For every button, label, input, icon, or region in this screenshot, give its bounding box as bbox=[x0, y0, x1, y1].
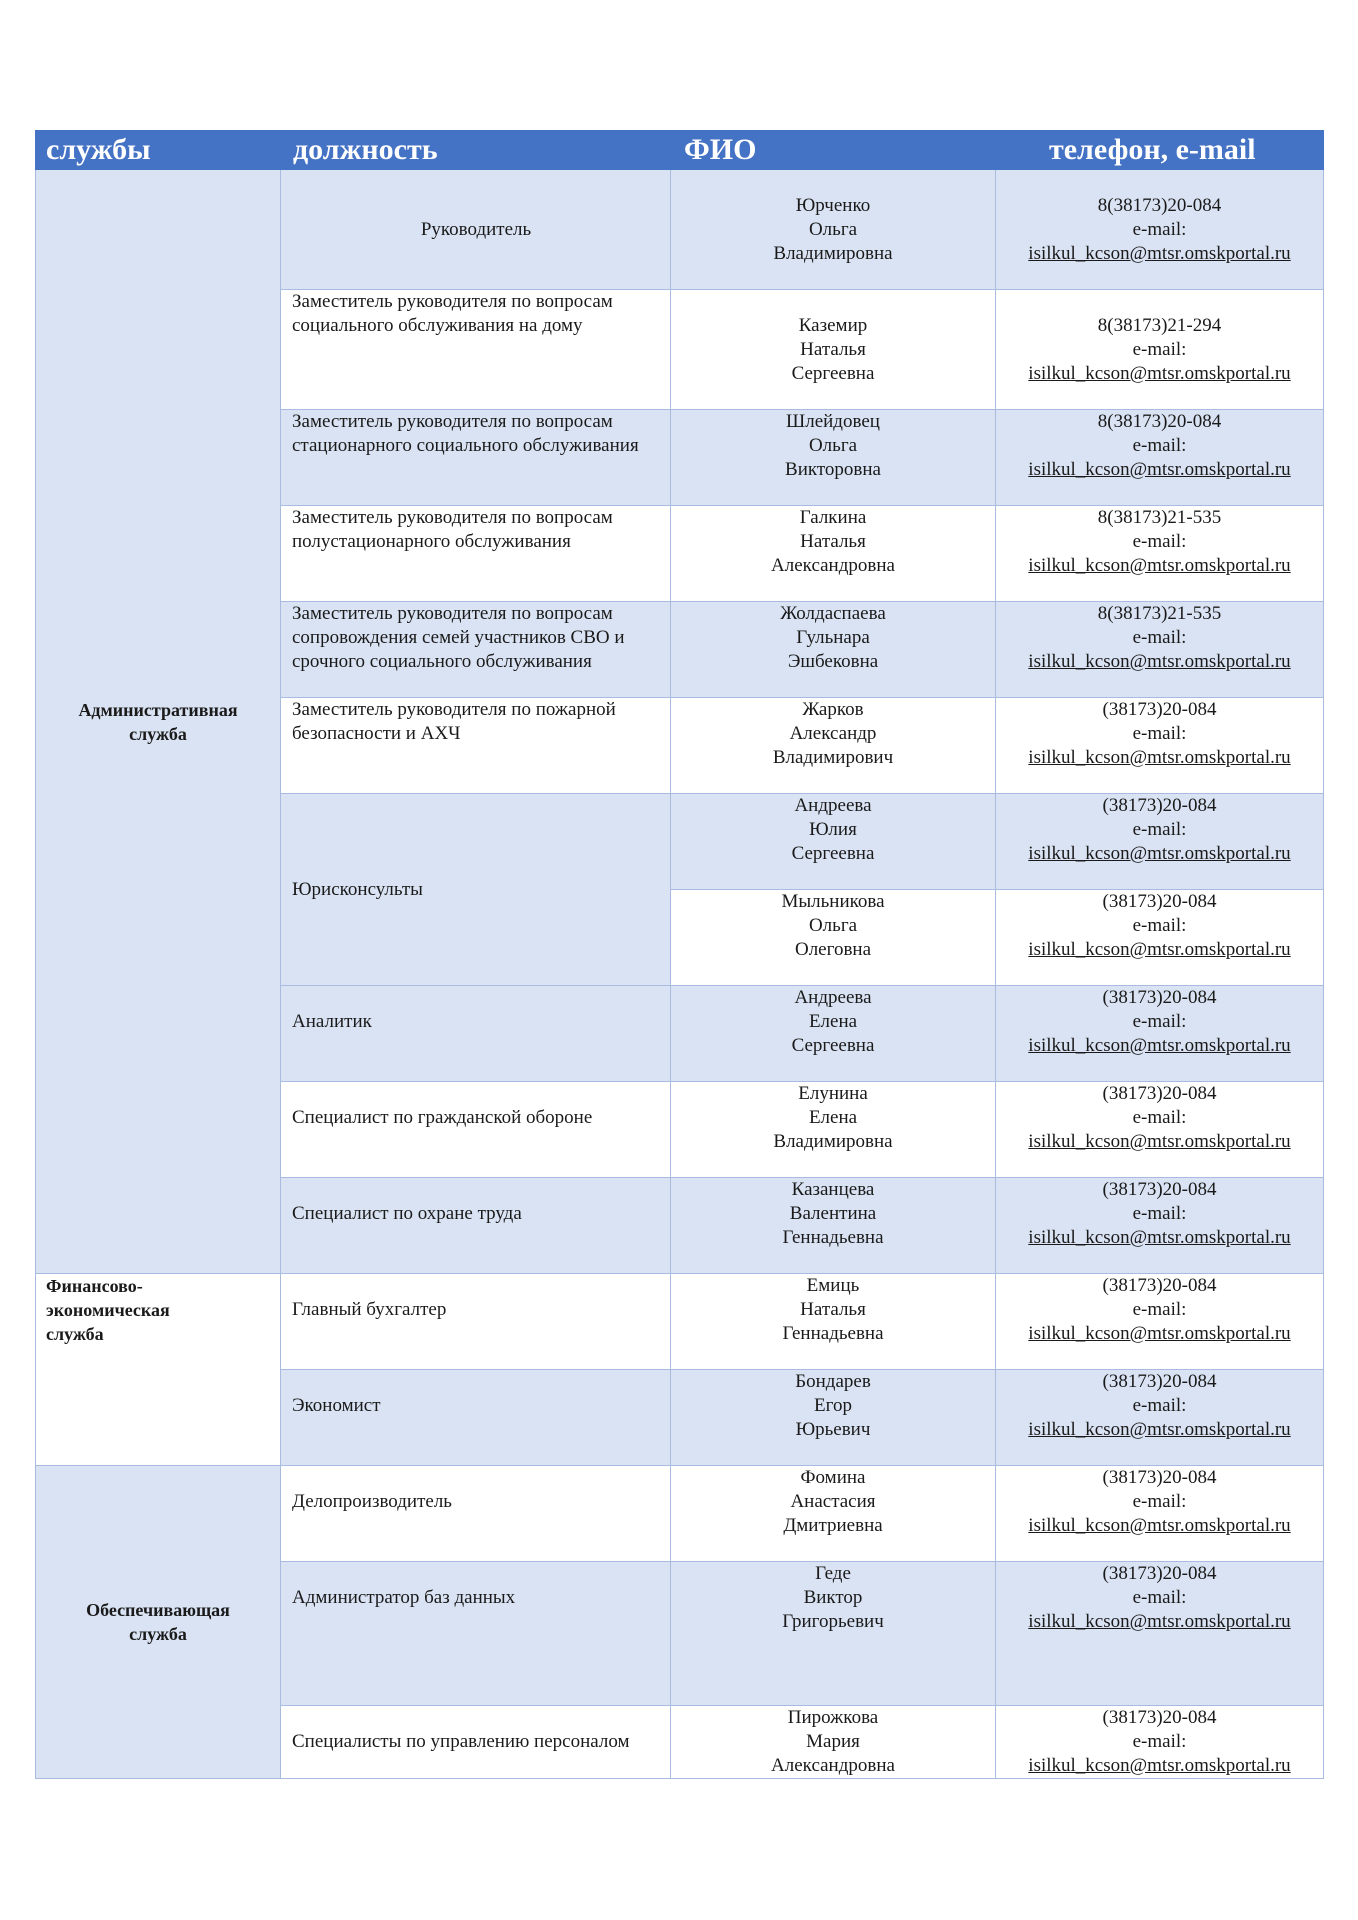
email-link[interactable]: isilkul_kcson@mtsr.omskportal.ru bbox=[1028, 363, 1291, 384]
surname: Жарков bbox=[802, 699, 864, 720]
phone: 8(38173)21-535 bbox=[1097, 603, 1222, 624]
patronymic: Геннадьевна bbox=[782, 1227, 884, 1248]
surname: Мыльникова bbox=[781, 891, 885, 912]
position-cell: Заместитель руководителя по пожарной безопасности и АХЧ bbox=[281, 698, 671, 794]
surname: Геде bbox=[815, 1563, 851, 1584]
header-contacts bbox=[996, 131, 1324, 170]
service-support-label: Обеспечивающая служба bbox=[86, 1600, 230, 1644]
email-link[interactable]: isilkul_kcson@mtsr.omskportal.ru bbox=[1028, 747, 1291, 768]
email-label: e-mail: bbox=[1132, 1587, 1187, 1608]
email-label: e-mail: bbox=[1132, 627, 1187, 648]
first-name: Виктор bbox=[803, 1587, 863, 1608]
email-link[interactable]: isilkul_kcson@mtsr.omskportal.ru bbox=[1028, 939, 1291, 960]
position-cell: Заместитель руководителя по вопросам социального обслуживания на дому bbox=[281, 290, 671, 410]
email-label: e-mail: bbox=[1132, 1107, 1187, 1128]
position-cell: Экономист bbox=[281, 1370, 671, 1466]
surname: Пирожкова bbox=[787, 1707, 879, 1728]
fio-cell bbox=[671, 698, 996, 794]
service-admin-label: Административная служба bbox=[78, 699, 238, 744]
patronymic: Дмитриевна bbox=[783, 1515, 883, 1536]
position-cell: Делопроизводитель bbox=[281, 1466, 671, 1562]
position-cell: Руководитель bbox=[281, 170, 671, 290]
surname: Юрченко bbox=[795, 195, 871, 216]
contact-cell bbox=[996, 1274, 1324, 1370]
phone: (38173)20-084 bbox=[1102, 1467, 1217, 1488]
email-label: e-mail: bbox=[1132, 1491, 1187, 1512]
contact-cell bbox=[996, 1466, 1324, 1562]
phone: (38173)20-084 bbox=[1102, 795, 1217, 816]
phone: 8(38173)20-084 bbox=[1097, 195, 1222, 216]
fio-cell bbox=[671, 1706, 996, 1779]
contact-cell bbox=[996, 890, 1324, 986]
surname: Емиць bbox=[806, 1275, 860, 1296]
contact-cell bbox=[996, 1370, 1324, 1466]
first-name: Наталья bbox=[800, 531, 866, 552]
table-row bbox=[36, 1466, 1324, 1562]
fio-cell bbox=[671, 1178, 996, 1274]
surname: Елунина bbox=[798, 1083, 868, 1104]
surname: Бондарев bbox=[795, 1371, 871, 1392]
position-cell: Заместитель руководителя по вопросам полустационарного обслуживания bbox=[281, 506, 671, 602]
fio-cell bbox=[671, 602, 996, 698]
first-name: Валентина bbox=[789, 1203, 877, 1224]
contact-cell bbox=[996, 1706, 1324, 1779]
fio-cell bbox=[671, 1274, 996, 1370]
contact-cell bbox=[996, 506, 1324, 602]
contact-cell bbox=[996, 170, 1324, 290]
service-support bbox=[36, 1466, 281, 1779]
contact-cell bbox=[996, 794, 1324, 890]
contact-cell bbox=[996, 410, 1324, 506]
position-cell: Заместитель руководителя по вопросам стационарного социального обслуживания bbox=[281, 410, 671, 506]
surname: Каземир bbox=[798, 315, 868, 336]
email-label: e-mail: bbox=[1132, 1299, 1187, 1320]
contact-cell bbox=[996, 602, 1324, 698]
patronymic: Олеговна bbox=[794, 939, 872, 960]
phone: 8(38173)21-294 bbox=[1097, 315, 1222, 336]
table-header-row bbox=[36, 131, 1324, 170]
patronymic: Юрьевич bbox=[795, 1419, 871, 1440]
first-name: Мария bbox=[806, 1731, 860, 1752]
patronymic: Викторовна bbox=[785, 459, 881, 480]
patronymic: Эшбековна bbox=[787, 651, 879, 672]
surname: Шлейдовец bbox=[786, 411, 880, 432]
patronymic: Сергеевна bbox=[791, 363, 875, 384]
first-name: Анастасия bbox=[790, 1491, 876, 1512]
header-position: должность bbox=[281, 131, 671, 170]
email-label: e-mail: bbox=[1132, 1203, 1187, 1224]
phone: (38173)20-084 bbox=[1102, 1563, 1217, 1584]
position-cell: Специалисты по управлению персоналом bbox=[281, 1706, 671, 1779]
first-name: Ольга bbox=[808, 219, 858, 240]
patronymic: Геннадьевна bbox=[782, 1323, 884, 1344]
fio-cell bbox=[671, 170, 996, 290]
email-link[interactable]: isilkul_kcson@mtsr.omskportal.ru bbox=[1028, 1755, 1291, 1776]
patronymic: Александровна bbox=[771, 1755, 895, 1776]
email-link[interactable]: isilkul_kcson@mtsr.omskportal.ru bbox=[1028, 1419, 1291, 1440]
first-name: Елена bbox=[808, 1011, 858, 1032]
email-label: e-mail: bbox=[1132, 339, 1187, 360]
patronymic: Владимировна bbox=[773, 243, 893, 264]
email-link[interactable]: isilkul_kcson@mtsr.omskportal.ru bbox=[1028, 459, 1291, 480]
fio-cell bbox=[671, 1370, 996, 1466]
contact-cell bbox=[996, 986, 1324, 1082]
surname: Фомина bbox=[800, 1467, 866, 1488]
position-cell: Главный бухгалтер bbox=[281, 1274, 671, 1370]
position-cell: Аналитик bbox=[281, 986, 671, 1082]
service-finance bbox=[36, 1274, 281, 1466]
first-name: Александр bbox=[789, 723, 877, 744]
email-link[interactable]: isilkul_kcson@mtsr.omskportal.ru bbox=[1028, 651, 1291, 672]
email-label: e-mail: bbox=[1132, 819, 1187, 840]
email-link[interactable]: isilkul_kcson@mtsr.omskportal.ru bbox=[1028, 555, 1291, 576]
surname: Галкина bbox=[799, 507, 867, 528]
phone: 8(38173)20-084 bbox=[1097, 411, 1222, 432]
first-name: Наталья bbox=[800, 1299, 866, 1320]
phone: (38173)20-084 bbox=[1102, 1707, 1217, 1728]
email-link[interactable]: isilkul_kcson@mtsr.omskportal.ru bbox=[1028, 1323, 1291, 1344]
email-label: e-mail: bbox=[1132, 435, 1187, 456]
email-link[interactable]: isilkul_kcson@mtsr.omskportal.ru bbox=[1028, 1515, 1291, 1536]
first-name: Ольга bbox=[808, 435, 858, 456]
email-label: e-mail: bbox=[1132, 531, 1187, 552]
fio-cell bbox=[671, 1082, 996, 1178]
contact-cell bbox=[996, 1178, 1324, 1274]
phone: (38173)20-084 bbox=[1102, 1275, 1217, 1296]
patronymic: Александровна bbox=[771, 555, 895, 576]
patronymic: Сергеевна bbox=[791, 1035, 875, 1056]
fio-cell bbox=[671, 410, 996, 506]
header-fio bbox=[671, 131, 996, 170]
table-row bbox=[36, 1274, 1324, 1370]
email-link[interactable]: isilkul_kcson@mtsr.omskportal.ru bbox=[1028, 1131, 1291, 1152]
position-cell: Администратор баз данных bbox=[281, 1562, 671, 1706]
contact-cell bbox=[996, 1082, 1324, 1178]
header-fio-label: ФИО bbox=[684, 133, 757, 166]
surname: Жолдаспаева bbox=[780, 603, 886, 624]
fio-cell bbox=[671, 986, 996, 1082]
fio-cell bbox=[671, 794, 996, 890]
first-name: Егор bbox=[814, 1395, 852, 1416]
first-name: Гульнара bbox=[796, 627, 870, 648]
phone: (38173)20-084 bbox=[1102, 1179, 1217, 1200]
position-cell: Заместитель руководителя по вопросам сопровождения семей участников СВО и срочного социального обслуживания bbox=[281, 602, 671, 698]
contact-cell bbox=[996, 698, 1324, 794]
email-label: e-mail: bbox=[1132, 723, 1187, 744]
email-link[interactable]: isilkul_kcson@mtsr.omskportal.ru bbox=[1028, 1035, 1291, 1056]
phone: (38173)20-084 bbox=[1102, 1371, 1217, 1392]
email-label: e-mail: bbox=[1132, 219, 1187, 240]
service-finance-label: Финансово-экономическая служба bbox=[46, 1276, 170, 1344]
header-services: службы bbox=[36, 131, 281, 170]
patronymic: Владимировна bbox=[773, 1131, 893, 1152]
staff-table bbox=[35, 130, 1324, 1779]
patronymic: Сергеевна bbox=[791, 843, 875, 864]
surname: Казанцева bbox=[791, 1179, 875, 1200]
table-row bbox=[36, 170, 1324, 290]
first-name: Наталья bbox=[800, 339, 866, 360]
email-link[interactable]: isilkul_kcson@mtsr.omskportal.ru bbox=[1028, 1611, 1291, 1632]
phone: (38173)20-084 bbox=[1102, 891, 1217, 912]
fio-cell bbox=[671, 1562, 996, 1706]
first-name: Елена bbox=[808, 1107, 858, 1128]
email-link[interactable]: isilkul_kcson@mtsr.omskportal.ru bbox=[1028, 1227, 1291, 1248]
patronymic: Григорьевич bbox=[782, 1611, 884, 1632]
first-name: Ольга bbox=[808, 915, 858, 936]
fio-cell bbox=[671, 1466, 996, 1562]
first-name: Юлия bbox=[809, 819, 857, 840]
position-cell: Юрисконсульты bbox=[281, 794, 671, 986]
position-cell: Специалист по охране труда bbox=[281, 1178, 671, 1274]
phone: 8(38173)21-535 bbox=[1097, 507, 1222, 528]
header-contacts-label: телефон, e-mail bbox=[1049, 133, 1256, 166]
email-label: e-mail: bbox=[1132, 1011, 1187, 1032]
patronymic: Владимирович bbox=[772, 747, 894, 768]
service-admin bbox=[36, 170, 281, 1274]
email-link[interactable]: isilkul_kcson@mtsr.omskportal.ru bbox=[1028, 243, 1291, 264]
email-label: e-mail: bbox=[1132, 915, 1187, 936]
phone: (38173)20-084 bbox=[1102, 987, 1217, 1008]
position-cell: Специалист по гражданской обороне bbox=[281, 1082, 671, 1178]
email-link[interactable]: isilkul_kcson@mtsr.omskportal.ru bbox=[1028, 843, 1291, 864]
phone: (38173)20-084 bbox=[1102, 699, 1217, 720]
surname: Андреева bbox=[794, 987, 872, 1008]
phone: (38173)20-084 bbox=[1102, 1083, 1217, 1104]
surname: Андреева bbox=[794, 795, 872, 816]
fio-cell bbox=[671, 290, 996, 410]
email-label: e-mail: bbox=[1132, 1731, 1187, 1752]
fio-cell bbox=[671, 890, 996, 986]
contact-cell bbox=[996, 1562, 1324, 1706]
contact-cell bbox=[996, 290, 1324, 410]
fio-cell bbox=[671, 506, 996, 602]
email-label: e-mail: bbox=[1132, 1395, 1187, 1416]
